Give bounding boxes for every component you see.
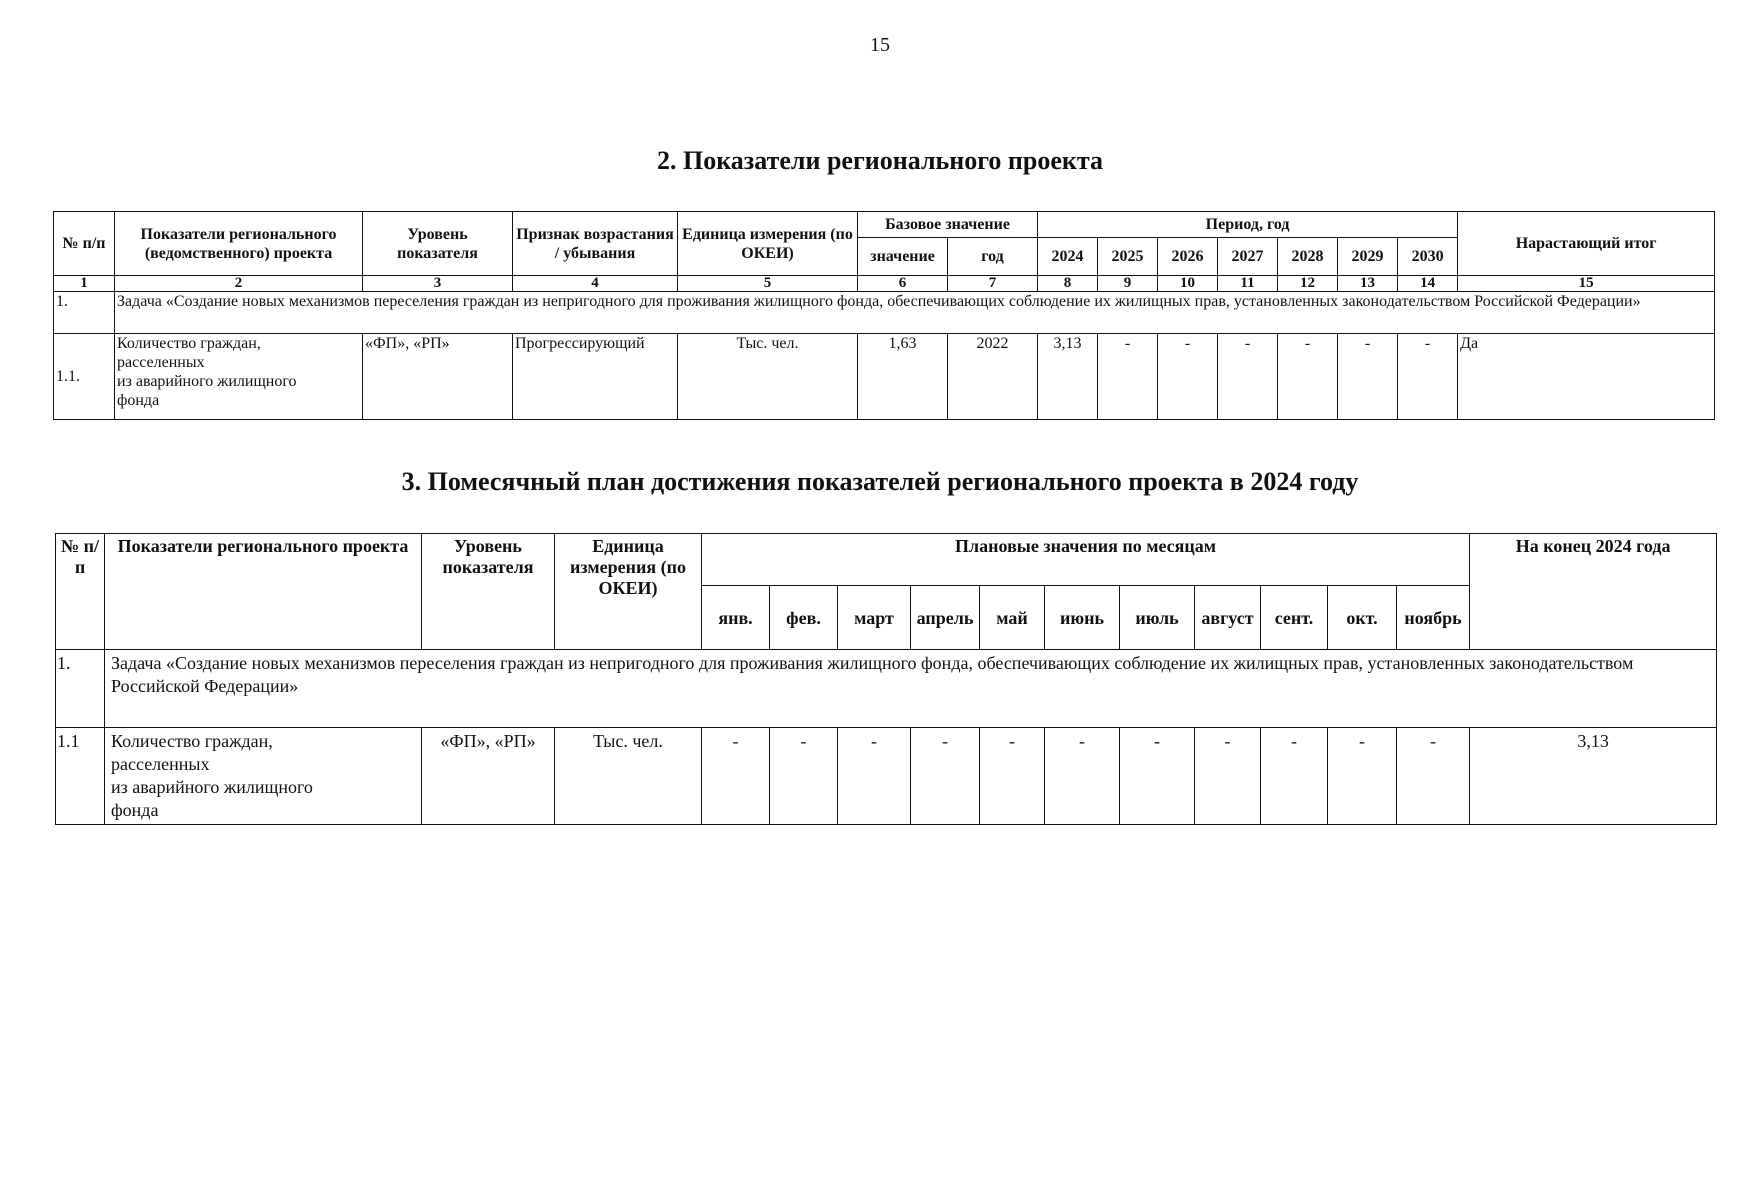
indicator-line: расселенных [117, 354, 205, 371]
row-month-value: - [1195, 728, 1261, 825]
monthly-plan-table [55, 533, 1717, 825]
indicator-line: фонда [117, 392, 160, 409]
row-level: «ФП», «РП» [363, 334, 513, 420]
task-text: Задача «Создание новых механизмов переселения граждан из непригодного для проживания жилищного фонда, обеспечивающих соблюдение их жилищных прав, установленных законодательством Российской Федерации» [105, 650, 1717, 728]
indicator-line: Количество граждан, [117, 335, 261, 352]
indicator-line: фонда [111, 800, 159, 820]
header-month: август [1195, 586, 1261, 650]
header-level: Уровень показателя [422, 534, 555, 650]
header-year: 2028 [1278, 238, 1338, 276]
column-number: 12 [1278, 276, 1338, 292]
header-year: 2030 [1398, 238, 1458, 276]
header-month: окт. [1328, 586, 1397, 650]
header-year: 2027 [1218, 238, 1278, 276]
column-number: 14 [1398, 276, 1458, 292]
task-num: 1. [54, 292, 115, 334]
row-year-value: - [1398, 334, 1458, 420]
header-num: № п/п [54, 212, 115, 276]
column-number: 15 [1458, 276, 1715, 292]
task-row [56, 650, 1717, 728]
column-number: 10 [1158, 276, 1218, 292]
row-month-value: - [1045, 728, 1120, 825]
header-month: март [838, 586, 911, 650]
header-base-year: год [948, 238, 1038, 276]
section-2-title: 2. Показатели регионального проекта [657, 146, 1103, 175]
header-month: фев. [770, 586, 838, 650]
row-unit: Тыс. чел. [678, 334, 858, 420]
column-number: 7 [948, 276, 1038, 292]
header-base-value: значение [858, 238, 948, 276]
header-month: сент. [1261, 586, 1328, 650]
row-year-value: - [1218, 334, 1278, 420]
row-month-value: - [980, 728, 1045, 825]
header-month: ноябрь [1397, 586, 1470, 650]
row-year-value: - [1158, 334, 1218, 420]
column-number: 5 [678, 276, 858, 292]
row-month-value: - [1261, 728, 1328, 825]
task-row [54, 292, 1715, 334]
header-indicator: Показатели регионального проекта [105, 534, 422, 650]
row-unit: Тыс. чел. [555, 728, 702, 825]
column-number: 4 [513, 276, 678, 292]
row-year-value: 3,13 [1038, 334, 1098, 420]
task-text: Задача «Создание новых механизмов переселения граждан из непригодного для проживания жилищного фонда, обеспечивающих соблюдение их жилищных прав, установленных законодательством Российской Федерации» [115, 292, 1715, 334]
page-number: 15 [870, 34, 890, 56]
header-num: № п/п [56, 534, 105, 650]
indicator-line: расселенных [111, 754, 210, 774]
header-unit: Единица измерения (по ОКЕИ) [678, 212, 858, 276]
header-month: апрель [911, 586, 980, 650]
column-number: 11 [1218, 276, 1278, 292]
row-sign: Прогрессирующий [513, 334, 678, 420]
table-row [56, 728, 1717, 825]
column-numbers-row [54, 276, 1715, 292]
row-month-value: - [1120, 728, 1195, 825]
row-indicator [105, 728, 422, 825]
column-number: 1 [54, 276, 115, 292]
column-number: 9 [1098, 276, 1158, 292]
row-num: 1.1. [54, 334, 115, 420]
column-number: 6 [858, 276, 948, 292]
row-indicator [115, 334, 363, 420]
header-sign: Признак возрастания / убывания [513, 212, 678, 276]
row-num: 1.1 [56, 728, 105, 825]
row-month-value: - [702, 728, 770, 825]
row-month-value: - [838, 728, 911, 825]
row-cumulative: Да [1458, 334, 1715, 420]
header-year: 2025 [1098, 238, 1158, 276]
header-month: июль [1120, 586, 1195, 650]
row-year-value: - [1278, 334, 1338, 420]
header-month: янв. [702, 586, 770, 650]
section-3-title: 3. Помесячный план достижения показателей регионального проекта в 2024 году [401, 467, 1359, 496]
header-end-of-year: На конец 2024 года [1470, 534, 1717, 650]
row-year-value: - [1338, 334, 1398, 420]
header-month: июнь [1045, 586, 1120, 650]
header-period: Период, год [1038, 212, 1458, 238]
header-year: 2026 [1158, 238, 1218, 276]
header-planned: Плановые значения по месяцам [702, 534, 1470, 586]
row-year-value: - [1098, 334, 1158, 420]
row-end-of-year: 3,13 [1470, 728, 1717, 825]
header-year: 2024 [1038, 238, 1098, 276]
header-year: 2029 [1338, 238, 1398, 276]
row-month-value: - [1328, 728, 1397, 825]
indicator-line: из аварийного жилищного [111, 777, 313, 797]
header-unit: Единица измерения (по ОКЕИ) [555, 534, 702, 650]
indicators-table [53, 211, 1715, 420]
row-level: «ФП», «РП» [422, 728, 555, 825]
header-cumulative: Нарастающий итог [1458, 212, 1715, 276]
header-month: май [980, 586, 1045, 650]
row-month-value: - [1397, 728, 1470, 825]
header-level: Уровень показателя [363, 212, 513, 276]
row-base-value: 1,63 [858, 334, 948, 420]
row-month-value: - [911, 728, 980, 825]
task-num: 1. [56, 650, 105, 728]
indicator-line: Количество граждан, [111, 731, 273, 751]
column-number: 13 [1338, 276, 1398, 292]
column-number: 2 [115, 276, 363, 292]
column-number: 8 [1038, 276, 1098, 292]
row-base-year: 2022 [948, 334, 1038, 420]
header-base: Базовое значение [858, 212, 1038, 238]
table-row [54, 334, 1715, 420]
header-indicator: Показатели регионального (ведомственного) проекта [115, 212, 363, 276]
column-number: 3 [363, 276, 513, 292]
row-month-value: - [770, 728, 838, 825]
indicator-line: из аварийного жилищного [117, 373, 297, 390]
